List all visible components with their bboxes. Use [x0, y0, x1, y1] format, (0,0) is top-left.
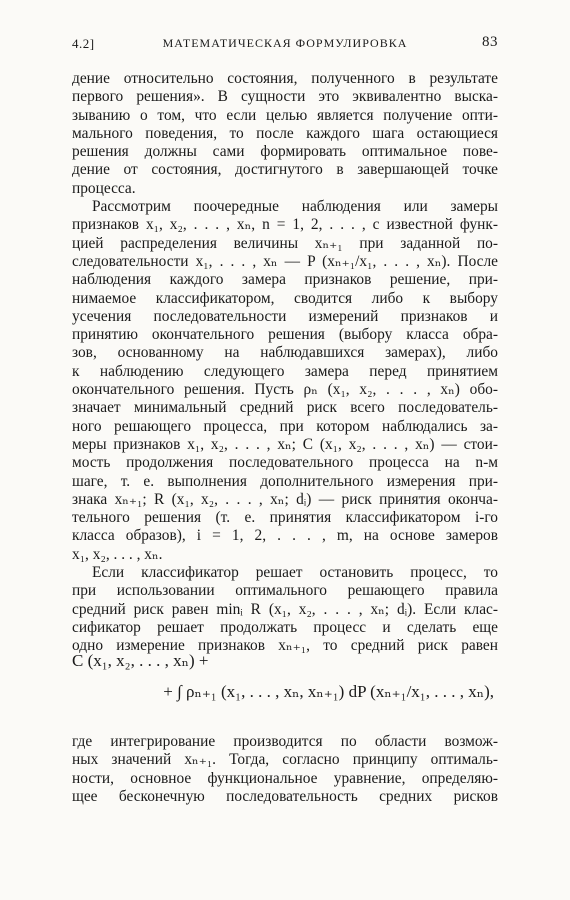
text-line: зыванию о том, что если целью является получение опти- [72, 106, 498, 124]
text-line: зов, основанному на наблюдавшихся замерах), либо [72, 344, 498, 362]
text-line: следовательности x₁, . . . , xₙ — P (xₙ₊₁/x₁, . . . , xₙ). После [72, 252, 498, 270]
formula-line-1: C (x₁, x₂, . . . , xₙ) + [72, 651, 209, 670]
text-line: принятию окончательного решения (выбору класса обра- [72, 326, 498, 344]
text-line: к наблюдению следующего замера перед принятием [72, 362, 498, 380]
main-text [72, 70, 498, 656]
text-line: ных значений xₙ₊₁. Тогда, согласно принципу оптималь- [72, 751, 498, 769]
continuation-text [72, 733, 498, 806]
text-line: признаков x₁, x₂, . . . , xₙ, n = 1, 2, . . . , с известной функ- [72, 216, 498, 234]
formula-line-2: + ∫ ρₙ₊₁ (x₁, . . . , xₙ, xₙ₊₁) dP (xₙ₊₁/x₁, . . . , xₙ), [163, 682, 494, 701]
text-line: шаге, т. е. выполнения дополнительного измерения при- [72, 472, 498, 490]
text-line: ного решающего процесса, при котором наблюдались за- [72, 417, 498, 435]
text-line: нимаемое классификатором, сводится либо к выбору [72, 289, 498, 307]
text-line: ности, основное функциональное уравнение, определяю- [72, 769, 498, 787]
section-number: 4.2] [72, 36, 95, 51]
text-line: где интегрирование производится по области возмож- [72, 733, 498, 750]
text-line: Рассмотрим поочередные наблюдения или замеры [92, 198, 498, 216]
text-line: наблюдения каждого замера признаков решение, при- [72, 271, 498, 289]
text-line: Если классификатор решает остановить процесс, то [92, 564, 498, 582]
text-line: мального поведения, то после каждого шага остающиеся [72, 124, 498, 142]
text-line: сификатор решает продолжать процесс и сделать еще [72, 618, 498, 636]
text-line: класса образов), i = 1, 2, . . . , m, на основе замеров [72, 527, 498, 545]
text-line: средний риск равен minᵢ R (x₁, x₂, . . . , xₙ; dᵢ). Если клас- [72, 600, 498, 618]
running-title: МАТЕМАТИЧЕСКАЯ ФОРМУЛИРОВКА [162, 36, 408, 50]
text-line: дение от состояния, достигнутого в завершающей точке [72, 161, 498, 179]
text-line: знака xₙ₊₁; R (x₁, x₂, . . . , xₙ; dᵢ) — риск принятия оконча- [72, 490, 498, 508]
text-line: цией распределения величины xₙ₊₁ при заданной по- [72, 234, 498, 252]
text-line: дение относительно состояния, полученного в результате [72, 70, 498, 87]
text-line: тельного решения (т. е. принятия классификатором i-го [72, 509, 498, 527]
text-line: мость продолжения последовательного процесса на n-м [72, 454, 498, 472]
text-line: решения должны сами формировать оптимальное пове- [72, 143, 498, 161]
text-line: щее бесконечную последовательность средних рисков [72, 787, 498, 805]
text-line: при использовании оптимального решающего правила [72, 582, 498, 600]
text-line: x₁, x₂, . . . , xₙ. [72, 545, 163, 563]
text-line: первого решения». В сущности это эквивалентно выска- [72, 88, 498, 106]
text-line: значает минимальный средний риск всего последователь- [72, 399, 498, 417]
page-number: 83 [482, 34, 498, 50]
page-header [72, 36, 498, 56]
text-line: меры признаков x₁, x₂, . . . , xₙ; C (x₁, x₂, . . . , xₙ) — стои- [72, 435, 498, 453]
text-line: окончательного решения. Пусть ρₙ (x₁, x₂, . . . , xₙ) обо- [72, 381, 498, 399]
text-line: усечения последовательности измерений признаков и [72, 307, 498, 325]
text-line: одно измерение признаков xₙ₊₁, то средний риск равен [72, 637, 498, 655]
text-line: процесса. [72, 179, 136, 197]
